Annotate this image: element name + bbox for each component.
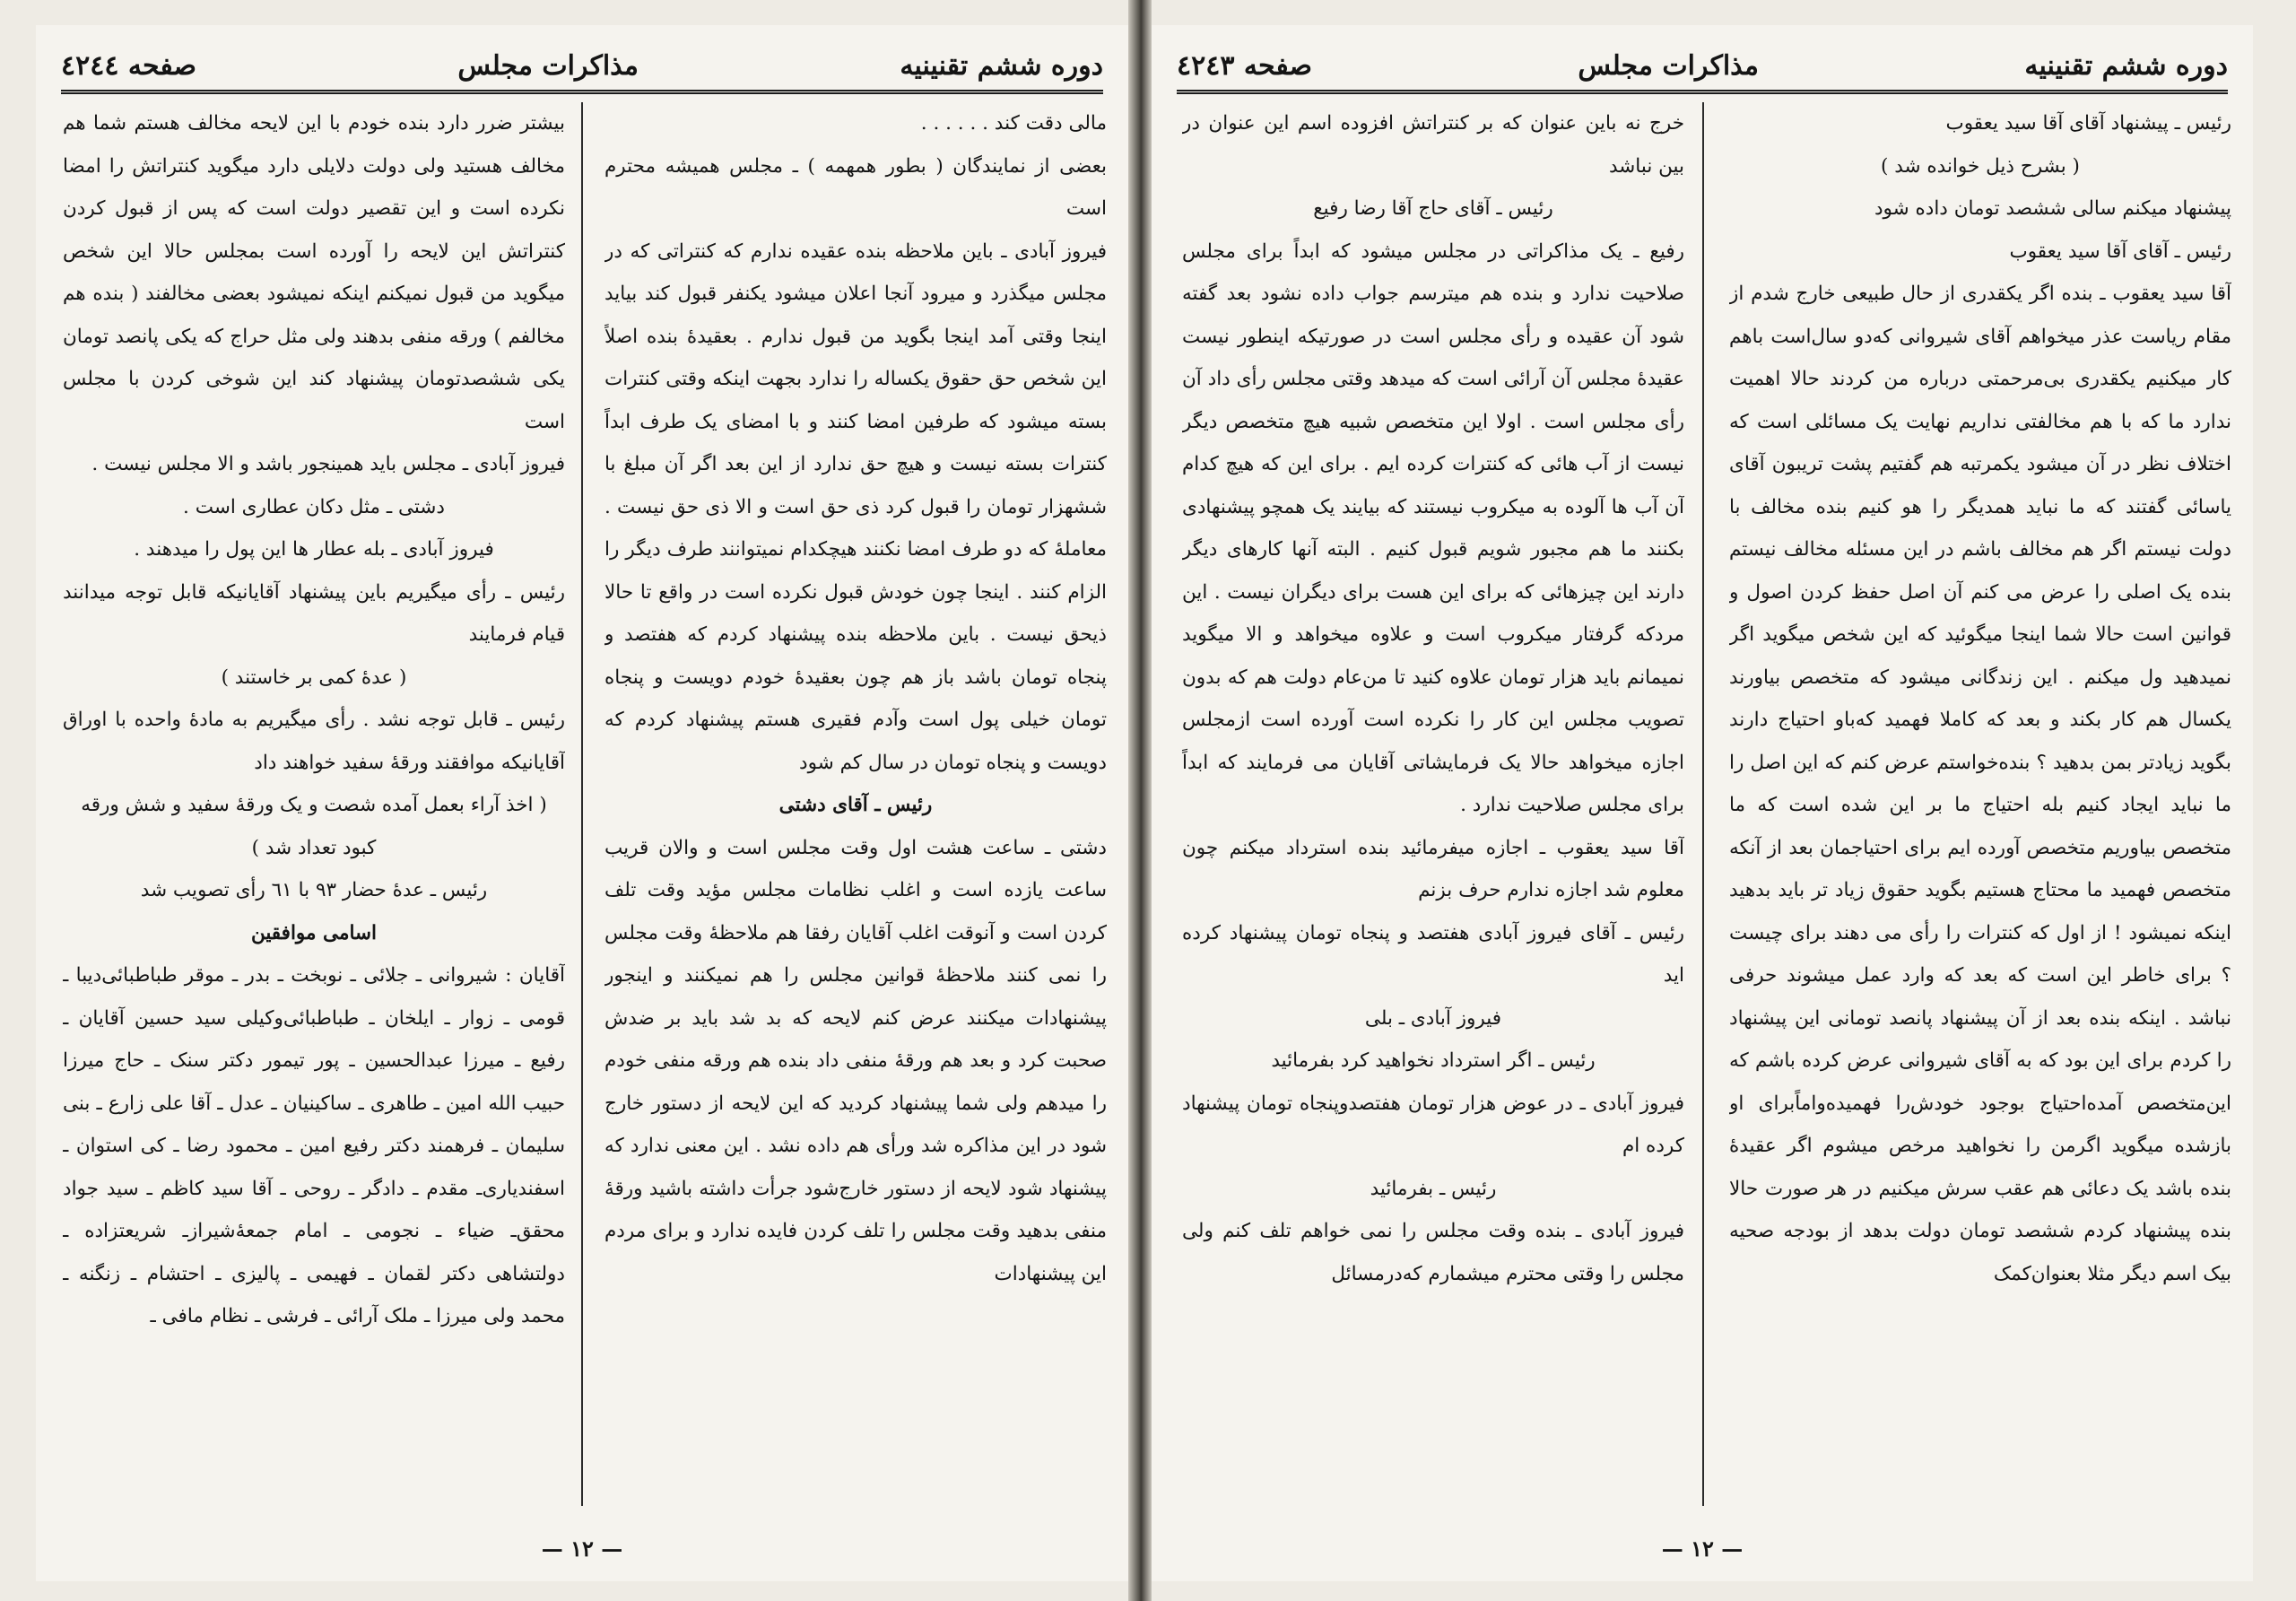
right-header-session: دوره ششم تقنینیه xyxy=(2024,49,2228,82)
left-page-right-column xyxy=(604,102,1107,1506)
paragraph: بیشتر ضرر دارد بنده خودم با این لایحه مخالف هستم شما هم مخالف هستید ولی دولت دلایلی دارد میگوید کنتراتش را امضا نکرده است و این تقصیر دولت است که پس از قبول کردن کنتراتش این لایحه را آورده است بمجلس حالا این شخص میگوید من قبول نمیکنم اینکه نمیشود بعضی مخالفند ( بنده هم مخالفم ) ورقه منفی بدهند ولی مثل حراج که یکی پانصد تومان یکی ششصدتومان پیشنهاد کند این شوخی کردن با مجلس است xyxy=(63,112,565,433)
procedural-note: ( بشرح ذیل خوانده شد ) xyxy=(1881,154,2080,178)
paragraph: فیروز آبادی ـ مجلس باید همینجور باشد و الا مجلس نیست . xyxy=(91,453,565,475)
speaker-heading: رئیس ـ آقای دشتی xyxy=(778,794,933,816)
paragraph: فیروز آبادی ـ بله عطار ها این پول را میدهند . xyxy=(134,538,494,561)
page-folio: — ۱۲ — xyxy=(1661,1536,1744,1562)
left-header-page-number: صفحه ٤٢٤٤ xyxy=(61,49,197,82)
paragraph: خرج نه باین عنوان که بر کنتراتش افزوده اسم این عنوان در بین نباشد xyxy=(1182,112,1684,178)
right-page-left-column xyxy=(1182,102,1684,1506)
paragraph: رئیس ـ آقای آقا سید یعقوب xyxy=(2009,239,2231,263)
procedural-note: ( اخذ آراء بعمل آمده شصت و یک ورقهٔ سفید و شش ورقه کبود تعداد شد ) xyxy=(81,794,547,859)
left-header-session: دوره ششم تقنینیه xyxy=(900,49,1103,82)
right-page-header xyxy=(1177,41,2228,94)
paragraph: رئیس ـ بفرمائید xyxy=(1370,1177,1497,1200)
left-page-header xyxy=(61,41,1103,94)
left-page xyxy=(36,25,1128,1581)
section-heading-supporters: اسامی موافقین xyxy=(250,921,378,944)
paragraph: رئیس ـ پیشنهاد آقای آقا سید یعقوب xyxy=(1945,112,2231,135)
book-gutter xyxy=(1128,0,1152,1601)
column-divider xyxy=(1702,102,1704,1506)
paragraph: آقا سید یعقوب ـ اجازه میفرمائید بنده استرداد میکنم چون معلوم شد اجازه ندارم حرف بزنم xyxy=(1182,836,1684,901)
paragraph: مالی دقت کند . . . . . . xyxy=(920,112,1107,135)
supporters-list: آقایان : شیروانی ـ جلائی ـ نوبخت ـ بدر ـ موقر طباطبائی‌دیبا ـ قومی ـ زوار ـ ایلخان ـ طباطبائی‌وکیلی سید حسین آقایان ـ رفیع ـ میرزا عبدالحسین ـ پور تیمور دکتر سنک ـ حاج میرزا حبیب الله امین ـ طاهری ـ ساکینیان ـ عدل ـ آقا علی زارع ـ بنی سلیمان ـ فرهمند دکتر رفیع امین ـ محمود رضا ـ کی استوان ـ اسفندیاری‌ـ مقدم ـ دادگر ـ روحی ـ آقا سید کاظم ـ سید جواد محقق‌ـ ضیاء ـ نجومی ـ امام جمعهٔ‌شیراز‌ـ شریعتزاده ـ دولتشاهی دکتر لقمان ـ فهیمی ـ پالیزی ـ احتشام ـ زنگنه ـ محمد ولی میرزا ـ ملک آرائی ـ فرشی ـ نظام مافی ـ xyxy=(63,964,565,1327)
paragraph: فیروز آبادی ـ بنده وقت مجلس را نمی خواهم تلف کنم ولی مجلس را وقتی محترم میشمارم که‌درمسائل xyxy=(1182,1220,1684,1285)
paragraph: فیروز آبادی ـ در عوض هزار تومان هفتصدوپنجاه تومان پیشنهاد کرده ام xyxy=(1182,1092,1684,1157)
left-header-title: مذاکرات مجلس xyxy=(457,49,639,82)
paragraph: رفیع ـ یک مذاکراتی در مجلس میشود که ابداً برای مجلس صلاحیت ندارد و بنده هم میترسم جواب داده نشود بعد گفته شود آن عقیده و رأی مجلس است در صورتیکه اینطور نیست عقیدهٔ مجلس آن آرائی است که میدهد وقتی مجلس رأی داد آن رأی مجلس است . اولا این متخصص شبیه هیچ متخصص دیگر نیست از آب هائی که کنترات کرده ایم . برای این که هیچ کدام آن آب ها آلوده به میکروب نیستند که بیایند یک همچو پیشنهادی بکنند ما هم مجبور شویم قبول کنیم . البته آنها کارهای دیگر دارند این چیزهائی که برای این هست برای دیگران نیست . این مردکه گرفتار میکروب است و علاوه میخواهد و الا میگوید نمیمانم باید هزار تومان علاوه کنید تا من‌عام دولت هم که بدون تصویب مجلس این کار را نکرده است آورده است ازمجلس اجازه میخواهد حالا یک فرمایشاتی آقایان می فرمایند که ابداً برای مجلس صلاحیت ندارد . xyxy=(1182,239,1684,816)
paragraph: رئیس ـ آقای فیروز آبادی هفتصد و پنجاه تومان پیشنهاد کرده اید xyxy=(1182,921,1684,987)
column-divider xyxy=(581,102,583,1506)
paragraph: پیشنهاد میکنم سالی ششصد تومان داده شود xyxy=(1874,197,2231,220)
right-header-page-number: صفحه ٤٢٤٣ xyxy=(1177,49,1313,82)
paragraph: بعضی از نمایندگان ( بطور همهمه ) ـ مجلس همیشه محترم است xyxy=(604,154,1107,220)
paragraph: رئیس ـ اگر استرداد نخواهید کرد بفرمائید xyxy=(1271,1049,1596,1072)
procedural-note: ( عدهٔ کمی بر خاستند ) xyxy=(221,666,407,689)
left-page-left-column xyxy=(63,102,565,1506)
paragraph: رئیس ـ رأی میگیریم باین پیشنهاد آقایانیکه قابل توجه میدانند قیام فرمایند xyxy=(63,580,565,646)
right-header-title: مذاکرات مجلس xyxy=(1578,49,1759,82)
right-page xyxy=(1152,25,2253,1581)
paragraph: فیروز آبادی ـ بلی xyxy=(1364,1006,1502,1030)
paragraph: رئیس ـ آقای حاج آقا رضا رفیع xyxy=(1313,197,1553,220)
paragraph: رئیس ـ قابل توجه نشد . رأی میگیریم به مادهٔ واحده با اوراق آقایانیکه موافقند ورقهٔ سفید خواهند داد xyxy=(63,709,565,774)
paragraph: فیروز آبادی ـ باین ملاحظه بنده عقیده ندارم که کنتراتی که در مجلس میگذرد و میرود آنجا اعلان میشود یکنفر قبول کند بیاید اینجا وقتی آمد اینجا بگوید من قبول ندارم . بعقیدهٔ بنده اصلاً این شخص حق حقوق یکساله را ندارد بجهت اینکه وقتی کنترات بسته میشود که طرفین امضا کنند و با امضای یک طرف ابداً کنترات بسته نیست و هیچ حق ندارد از این بعد اگر آن مبلغ با ششهزار تومان را قبول کرد ذی حق است و الا ذی حق نیست . معاملهٔ که دو طرف امضا نکنند هیچکدام نمیتوانند طرف دیگر را الزام کنند . اینجا چون خودش قبول نکرده است در واقع تا حالا ذیحق نیست . باین ملاحظه بنده پیشنهاد کردم که هفتصد و پنجاه تومان باشد باز هم چون بعقیدهٔ خودم دویست و پنجاه تومان خیلی پول است وآدم فقیری هستم پیشنهاد کردم که دویست و پنجاه تومان در سال کم شود xyxy=(604,239,1107,774)
right-page-right-column xyxy=(1729,102,2231,1506)
paragraph: دشتی ـ ساعت هشت اول وقت مجلس است و والان قریب ساعت یازده است و اغلب نظامات مجلس مؤید وقت تلف کردن است و آنوقت اغلب آقایان رفقا هم ملاحظهٔ وقت مجلس را نمی کنند ملاحظهٔ قوانین مجلس را هم نمیکنند و اینجور پیشنهادات میکنند عرض کنم لایحه که بد شد باید بر ضدش صحبت کرد و بعد هم ورقهٔ منفی داد بنده هم ورقه منفی خودم را میدهم ولی شما پیشنهاد کردید که این لایحه از دستور خارج شود در این مذاکره شد ورأی هم داده نشد . این معنی ندارد که پیشنهاد شود لایحه از دستور خارج‌شود جرأت داشته باشید ورقهٔ منفی بدهید وقت مجلس را تلف کردن فایده ندارد و برای مردم این پیشنهادات xyxy=(604,836,1107,1285)
paragraph: آقا سید یعقوب ـ بنده اگر یکقدری از حال طبیعی خارج شدم از مقام ریاست عذر میخواهم آقای شیروانی که‌دو سال‌است باهم کار میکنیم یکقدری بی‌مرحمتی درباره من کردند حالا اهمیت ندارد ما که با هم مخالفتی نداریم نهایت یک مسائلی است که اختلاف نظر در آن میشود یکمرتبه هم گفتیم پشت تریبون آقای یاسائی گفتند که ما نباید همدیگر را هو کنیم بنده مخالف با دولت نیستم اگر هم مخالف باشم در این مسئله مخالف نیستم بنده یک اصلی را عرض می کنم آن اصل حفظ کردن اصول و قوانین است حالا شما اینجا میگوئید که این شخص میگوید اگر نمیدهید ول میکنم . این زندگانی میشود که متخصص بیاورند یکسال هم کار بکند و بعد که کاملا فهمید که‌باو احتیاج دارند بگوید زیادتر بمن بدهید ؟ بنده‌خواستم عرض کنم که این اصل را ما نباید ایجاد کنیم بله احتیاج ما بر این شده است که ما متخصص بیاوریم متخصص آورده ایم برای احتیاجمان بعد از آنکه متخصص فهمید ما محتاج هستیم بگوید حقوق زیاد تر باید بدهید اینکه نمیشود ! از اول که کنترات را رأی می دهند برای چیست ؟ برای خاطر این است که بعد که وارد عمل میشوند حرفی نباشد . اینکه بنده بعد از آن پیشنهاد پانصد تومانی این پیشنهاد را کردم برای این بود که به آقای شیروانی عرض کرده باشم که این‌متخصص آمده‌احتیاج بوجود خودش‌را فهمیده‌واماًبرای او بازشده میگوید اگرمن را نخواهید مرخص میشوم اگر عقیدهٔ بنده باشد یک دعائی هم عقب سرش میکنیم در هر صورت حالا بنده پیشنهاد کردم ششصد تومان دولت بدهد از بودجه صحیه بیک اسم دیگر مثلا بعنوان‌کمک xyxy=(1729,283,2231,1285)
paragraph: دشتی ـ مثل دکان عطاری است . xyxy=(183,495,445,518)
page-folio: — ۱۲ — xyxy=(541,1536,623,1562)
vote-result: رئیس ـ عدهٔ حضار ٩٣ با ٦١ رأی تصویب شد xyxy=(140,879,488,901)
